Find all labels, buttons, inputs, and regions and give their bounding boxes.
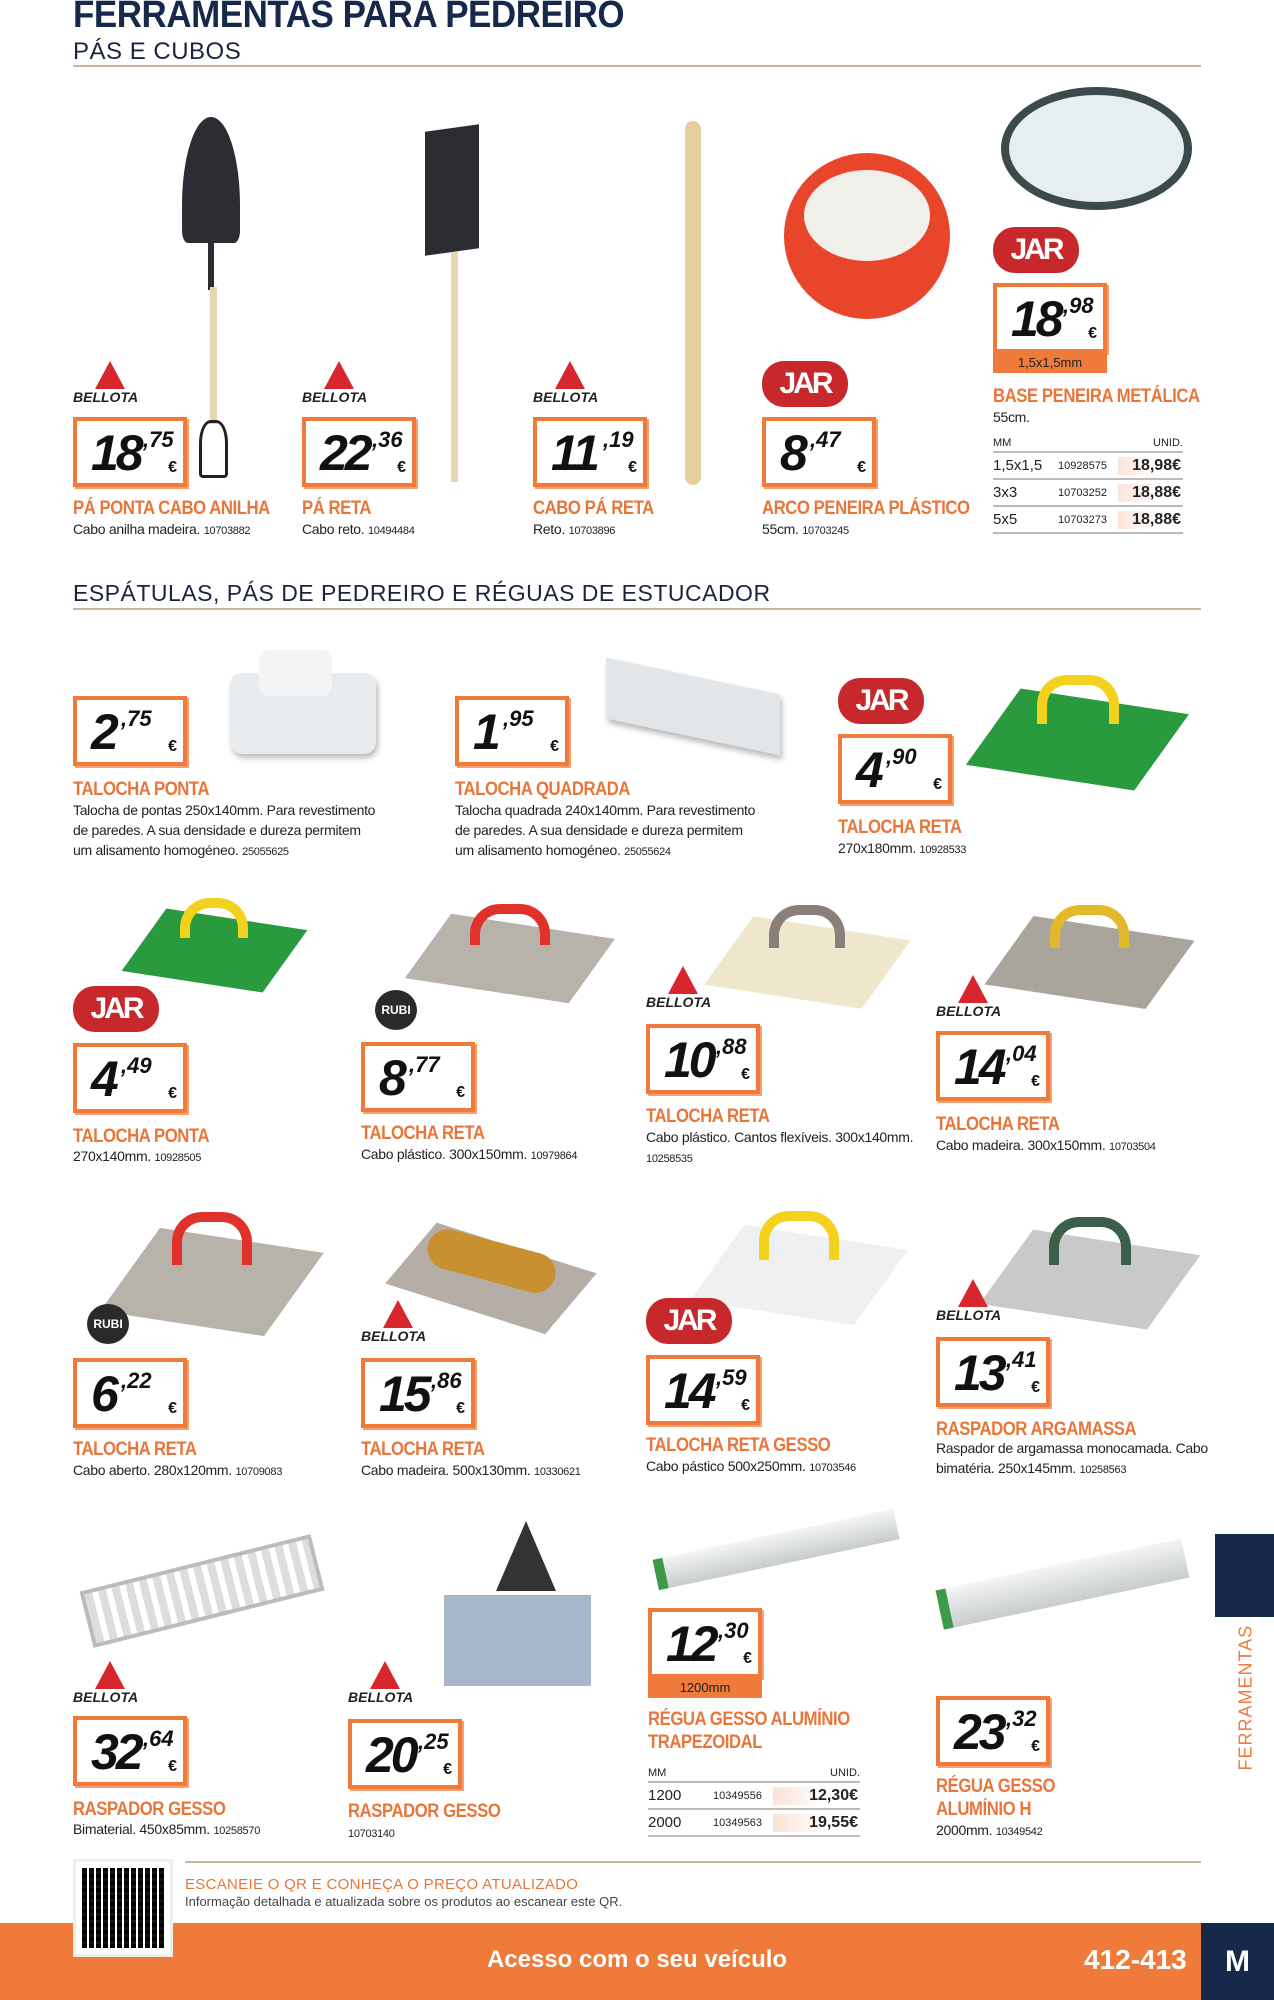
currency-symbol: €: [1031, 1738, 1040, 1755]
bellota-logo: [73, 1661, 153, 1709]
product-name-line2: ALUMÍNIO H: [936, 1799, 1031, 1820]
product-name: TALOCHA PONTA: [73, 779, 210, 800]
description-text: 2000mm.: [936, 1822, 993, 1838]
product-image: [975, 669, 1180, 797]
product-name: TALOCHA RETA: [73, 1439, 197, 1460]
product-description: [936, 1438, 1236, 1480]
table-row: [648, 1783, 860, 1810]
product-code: 10709083: [235, 1466, 283, 1478]
section-title-espatulas: ESPÁTULAS, PÁS DE PEDREIRO E RÉGUAS DE ESTUCADOR: [73, 580, 771, 606]
product-image: [410, 899, 610, 1007]
description-text: Bimaterial. 450x85mm.: [73, 1821, 210, 1837]
product-code: 10703504: [1109, 1141, 1156, 1153]
currency-symbol: €: [168, 459, 177, 476]
product-description: [73, 1460, 353, 1482]
price-cents: ,32: [1006, 1706, 1037, 1731]
cell-price: 18,98€: [1118, 457, 1183, 475]
price-tag: [936, 1696, 1050, 1766]
product-image: [182, 117, 278, 478]
price-tag: [648, 1608, 762, 1678]
cell-ref: 10703252: [1058, 486, 1107, 499]
product-image: [937, 1517, 1188, 1651]
product-code: 10258563: [1079, 1464, 1127, 1476]
bellota-triangle-icon: [958, 975, 988, 1003]
jar-logo: JAR: [762, 361, 848, 407]
product-code: 10979864: [530, 1150, 578, 1162]
jar-logo: JAR: [993, 227, 1079, 273]
price-note: 1200mm: [648, 1678, 762, 1698]
table-row: [993, 480, 1183, 507]
divider: [73, 608, 1201, 610]
price-cents: ,75: [121, 706, 152, 731]
brand-name: BELLOTA: [73, 1689, 139, 1705]
col-mm: MM: [993, 437, 1012, 449]
currency-symbol: €: [550, 738, 559, 755]
price-integer: 14: [954, 1039, 1004, 1095]
product-name: ARCO PENEIRA PLÁSTICO: [762, 498, 970, 519]
description-text: Cabo anilha madeira.: [73, 521, 201, 537]
description-text: Talocha de pontas 250x140mm. Para revestimento de paredes. A sua densidade e dureza permitem um alisamento homogéneo.: [73, 802, 376, 858]
price-cents: ,77: [409, 1052, 440, 1077]
product-description: [993, 407, 1274, 429]
product-description: [936, 1820, 1216, 1842]
price-note: 1,5x1,5mm: [993, 353, 1107, 373]
price-cents: ,30: [718, 1618, 749, 1643]
qr-title: ESCANEIE O QR E CONHEÇA O PREÇO ATUALIZADO: [185, 1876, 579, 1893]
product-image: [653, 1498, 899, 1600]
price-integer: 20: [366, 1727, 416, 1783]
bellota-triangle-icon: [383, 1300, 413, 1328]
price-integer: 2: [91, 704, 116, 760]
product-name: CABO PÁ RETA: [533, 498, 654, 519]
product-description: [838, 838, 1118, 860]
price-tag: [646, 1355, 760, 1425]
product-image: [427, 1521, 600, 1686]
product-description: [646, 1456, 926, 1478]
bellota-triangle-icon: [370, 1661, 400, 1689]
product-name: PÁ RETA: [302, 498, 372, 519]
product-name: TALOCHA RETA: [361, 1439, 485, 1460]
jar-logo: JAR: [838, 678, 924, 724]
price-integer: 18: [1011, 291, 1061, 347]
price-cents: ,95: [503, 706, 534, 731]
product-name: TALOCHA RETA: [361, 1123, 485, 1144]
divider: [185, 1861, 1201, 1863]
price-cents: ,90: [886, 744, 917, 769]
table-row: [993, 453, 1183, 480]
price-table: [648, 1767, 860, 1837]
price-integer: 15: [379, 1366, 429, 1422]
product-name: RASPADOR ARGAMASSA: [936, 1419, 1137, 1440]
product-name: PÁ PONTA CABO ANILHA: [73, 498, 270, 519]
currency-symbol: €: [443, 1761, 452, 1778]
product-name: RASPADOR GESSO: [348, 1801, 501, 1822]
product-code: 10703245: [802, 525, 849, 537]
cell-size: 1,5x1,5: [993, 457, 1043, 474]
price-integer: 22: [320, 425, 370, 481]
description-text: Raspador de argamassa monocamada. Cabo bimatéria. 250x145mm.: [936, 1440, 1208, 1476]
product-code: 25055625: [242, 846, 289, 858]
cell-price: 18,88€: [1118, 511, 1183, 529]
bellota-logo: [348, 1661, 428, 1709]
price-tag: [646, 1024, 760, 1094]
price-tag: [936, 1031, 1050, 1101]
price-tag: [73, 1043, 187, 1113]
product-name-line2: TRAPEZOIDAL: [648, 1732, 763, 1753]
product-name: TALOCHA PONTA: [73, 1126, 210, 1147]
price-integer: 4: [91, 1051, 116, 1107]
product-image: [230, 650, 376, 765]
price-integer: 8: [379, 1050, 404, 1106]
price-tag: [361, 1358, 475, 1428]
cell-size: 5x5: [993, 511, 1018, 528]
price-cents: ,49: [121, 1053, 152, 1078]
side-tab: [1215, 1534, 1274, 1617]
price-tag: [302, 417, 416, 487]
description-text: Cabo madeira. 300x150mm.: [936, 1137, 1106, 1153]
bellota-triangle-icon: [95, 361, 125, 389]
divider: [73, 65, 1201, 67]
price-cents: ,88: [716, 1034, 747, 1059]
price-cents: ,19: [603, 427, 634, 452]
price-tag: [993, 283, 1107, 353]
product-code: 10494484: [367, 525, 415, 537]
price-integer: 18: [91, 425, 141, 481]
price-integer: 13: [954, 1345, 1004, 1401]
product-description: [73, 1819, 353, 1841]
currency-symbol: €: [857, 459, 866, 476]
currency-symbol: €: [456, 1084, 465, 1101]
product-image: [425, 128, 497, 482]
price-tag: [73, 417, 187, 487]
price-cents: ,98: [1063, 293, 1094, 318]
page-numbers: 412-413: [1084, 1944, 1187, 1975]
description-text: Reto.: [533, 521, 565, 537]
product-image: [784, 153, 950, 319]
product-code: 10928533: [919, 844, 967, 856]
table-row: [648, 1810, 860, 1837]
product-image: [991, 899, 1188, 1014]
col-mm: MM: [648, 1767, 667, 1779]
section-title-pas-cubos: PÁS E CUBOS: [73, 38, 242, 65]
brand-name: BELLOTA: [533, 389, 599, 405]
price-tag: [73, 696, 187, 766]
price-cents: ,86: [431, 1368, 462, 1393]
brand-name: BELLOTA: [361, 1328, 427, 1344]
price-tag: [838, 734, 952, 804]
page-title: FERRAMENTAS PARA PEDREIRO: [73, 0, 625, 36]
product-description: [455, 800, 765, 862]
bellota-logo: [533, 361, 613, 409]
price-integer: 11: [551, 425, 597, 481]
product-image: [711, 899, 903, 1014]
brand-name: BELLOTA: [646, 994, 712, 1010]
currency-symbol: €: [1088, 325, 1097, 342]
cell-price: 12,30€: [773, 1787, 860, 1805]
currency-symbol: €: [1031, 1379, 1040, 1396]
price-tag: [348, 1719, 462, 1789]
currency-symbol: €: [168, 738, 177, 755]
price-tag: [936, 1337, 1050, 1407]
description-text: Cabo aberto. 280x120mm.: [73, 1462, 232, 1478]
product-code: 10349542: [995, 1826, 1043, 1838]
qr-code[interactable]: [73, 1859, 173, 1957]
rubi-logo: RUBI: [375, 990, 417, 1030]
bellota-triangle-icon: [555, 361, 585, 389]
description-text: Talocha quadrada 240x140mm. Para revestimento de paredes. A sua densidade e dureza permitem um alisamento homogéneo.: [455, 802, 756, 858]
product-description: [361, 1460, 641, 1482]
product-code: 10703896: [568, 525, 616, 537]
product-name: TALOCHA RETA: [646, 1106, 770, 1127]
product-name: TALOCHA RETA GESSO: [646, 1435, 831, 1456]
product-description: [936, 1135, 1216, 1157]
currency-symbol: €: [168, 1085, 177, 1102]
bellota-triangle-icon: [958, 1279, 988, 1307]
bellota-logo: [302, 361, 382, 409]
product-image: [112, 1205, 312, 1345]
product-image: [83, 1530, 321, 1658]
product-name: TALOCHA RETA: [838, 817, 962, 838]
price-tag: [73, 1716, 187, 1786]
price-integer: 8: [780, 425, 805, 481]
description-text: Cabo plástico. 300x150mm.: [361, 1146, 528, 1162]
cell-price: 18,88€: [1118, 484, 1183, 502]
product-description: [73, 800, 383, 862]
currency-symbol: €: [168, 1400, 177, 1417]
product-image: [128, 893, 300, 998]
bellota-triangle-icon: [95, 1661, 125, 1689]
product-image: [606, 654, 780, 765]
cell-ref: 10349563: [713, 1816, 762, 1829]
brand-name: BELLOTA: [73, 389, 139, 405]
description-text: 55cm.: [762, 521, 799, 537]
cell-size: 3x3: [993, 484, 1018, 501]
price-cents: ,36: [372, 427, 403, 452]
brand-name: BELLOTA: [936, 1003, 1002, 1019]
price-cents: ,64: [143, 1726, 174, 1751]
price-integer: 23: [954, 1704, 1004, 1760]
description-text: Cabo plástico. Cantos flexíveis. 300x140mm.: [646, 1129, 914, 1145]
price-tag: [533, 417, 647, 487]
product-description: [73, 1146, 353, 1168]
price-cents: ,47: [810, 427, 841, 452]
product-code: 10258570: [213, 1825, 261, 1837]
product-code: 25055624: [624, 846, 671, 858]
price-table: [993, 437, 1183, 534]
table-row: [993, 507, 1183, 534]
cell-price: 19,55€: [773, 1814, 860, 1832]
jar-logo: JAR: [646, 1298, 732, 1344]
bellota-triangle-icon: [668, 966, 698, 994]
price-tag: [455, 696, 569, 766]
table-header: [648, 1767, 860, 1783]
price-tag: [361, 1042, 475, 1112]
cell-size: 1200: [648, 1787, 682, 1804]
brand-name: BELLOTA: [302, 389, 368, 405]
product-name: RÉGUA GESSO: [936, 1776, 1056, 1797]
product-name: RÉGUA GESSO ALUMÍNIO: [648, 1709, 850, 1730]
description-text: Cabo madeira. 500x130mm.: [361, 1462, 531, 1478]
product-name: BASE PENEIRA METÁLICA: [993, 386, 1200, 407]
store-logo: M: [1201, 1923, 1274, 2000]
table-header: [993, 437, 1183, 453]
brand-name: BELLOTA: [348, 1689, 414, 1705]
price-integer: 10: [664, 1032, 714, 1088]
price-cents: ,59: [716, 1365, 747, 1390]
bellota-triangle-icon: [324, 361, 354, 389]
product-image: [988, 1211, 1192, 1336]
product-image: [1001, 87, 1192, 210]
price-integer: 32: [91, 1724, 141, 1780]
price-integer: 6: [91, 1366, 116, 1422]
bellota-logo: [936, 975, 1016, 1023]
price-cents: ,41: [1006, 1347, 1037, 1372]
product-name: TALOCHA RETA: [936, 1114, 1060, 1135]
description-text: 270x180mm.: [838, 840, 916, 856]
price-integer: 1: [473, 704, 498, 760]
currency-symbol: €: [741, 1066, 750, 1083]
price-tag: [73, 1358, 187, 1428]
rubi-logo: RUBI: [87, 1304, 129, 1344]
price-cents: ,22: [121, 1368, 152, 1393]
product-name: RASPADOR GESSO: [73, 1799, 226, 1820]
bellota-logo: [646, 966, 726, 1014]
footer-text: Acesso com o seu veículo: [486, 1946, 788, 1973]
product-code: 10703546: [809, 1462, 856, 1474]
bellota-logo: [361, 1300, 441, 1348]
product-image: [685, 121, 701, 485]
currency-symbol: €: [741, 1397, 750, 1414]
price-cents: ,04: [1006, 1041, 1037, 1066]
description-text: 270x140mm.: [73, 1148, 151, 1164]
currency-symbol: €: [933, 776, 942, 793]
description-text: 55cm.: [993, 409, 1030, 425]
product-code: 10703882: [203, 525, 251, 537]
product-description: [348, 1822, 628, 1844]
price-integer: 4: [856, 742, 881, 798]
price-integer: 12: [666, 1616, 716, 1672]
description-text: Cabo pástico 500x250mm.: [646, 1458, 806, 1474]
currency-symbol: €: [168, 1758, 177, 1775]
bellota-logo: [936, 1279, 1016, 1327]
price-cents: ,25: [418, 1729, 449, 1754]
cell-ref: 10349556: [713, 1789, 762, 1802]
product-code: 10703140: [348, 1828, 395, 1840]
product-code: 10330621: [534, 1466, 581, 1478]
currency-symbol: €: [743, 1650, 752, 1667]
currency-symbol: €: [456, 1400, 465, 1417]
currency-symbol: €: [628, 459, 637, 476]
cell-ref: 10703273: [1058, 513, 1107, 526]
price-cents: ,75: [143, 427, 174, 452]
col-unid: UNID.: [830, 1767, 860, 1779]
product-code: 10928505: [154, 1152, 202, 1164]
cell-ref: 10928575: [1058, 459, 1107, 472]
qr-text: Informação detalhada e atualizada sobre os produtos ao escanear este QR.: [185, 1894, 623, 1909]
brand-name: BELLOTA: [936, 1307, 1002, 1323]
side-tab-label: FERRAMENTAS: [1235, 1624, 1256, 1771]
product-description: [646, 1127, 946, 1169]
bellota-logo: [73, 361, 153, 409]
description-text: Cabo reto.: [302, 521, 365, 537]
cell-size: 2000: [648, 1814, 682, 1831]
currency-symbol: €: [397, 459, 406, 476]
product-code: 10258535: [646, 1153, 693, 1165]
product-description: [361, 1144, 641, 1166]
jar-logo: JAR: [73, 986, 159, 1032]
price-tag: [762, 417, 876, 487]
col-unid: UNID.: [1153, 437, 1183, 449]
price-integer: 14: [664, 1363, 714, 1419]
product-name: TALOCHA QUADRADA: [455, 779, 631, 800]
currency-symbol: €: [1031, 1073, 1040, 1090]
